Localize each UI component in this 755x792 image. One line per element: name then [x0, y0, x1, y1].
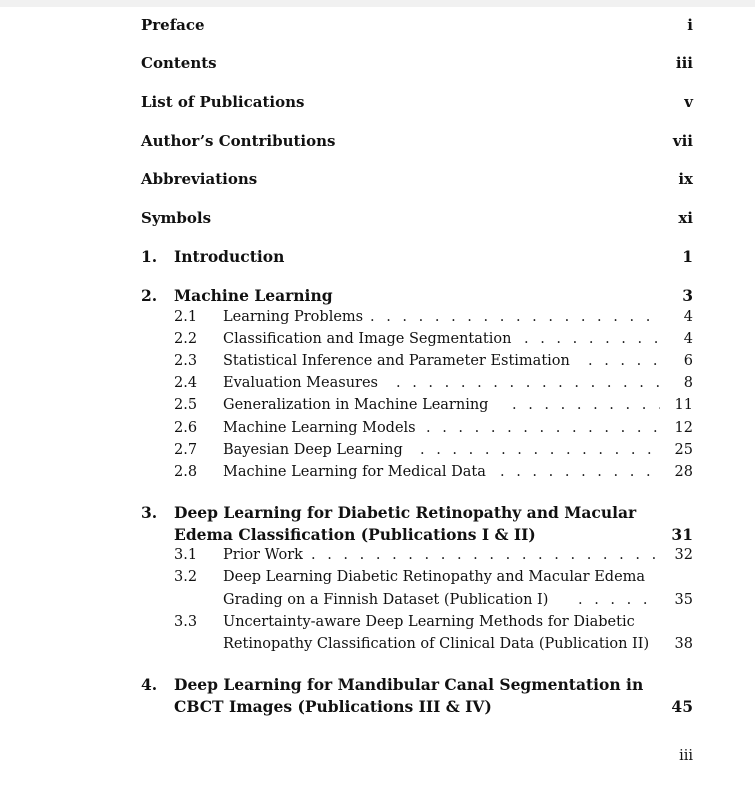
- section-number: 2.6: [174, 420, 198, 436]
- section-title[interactable]: Learning Problems: [223, 309, 364, 325]
- dot-leader: [396, 375, 660, 391]
- dot-leader: [512, 397, 660, 413]
- section-number: 2.1: [174, 309, 198, 325]
- toc-page-abbreviations: ix: [678, 170, 693, 188]
- toc-title-publications[interactable]: List of Publications: [141, 93, 305, 111]
- section-number: 2.5: [174, 397, 198, 413]
- section-page: 28: [674, 464, 693, 480]
- section-title[interactable]: Generalization in Machine Learning: [223, 397, 489, 413]
- toc-title-contributions[interactable]: Author’s Contributions: [141, 132, 336, 150]
- chapter-page: 1: [682, 247, 693, 266]
- section-number: 2.4: [174, 375, 198, 391]
- chapter-page: 31: [671, 525, 693, 544]
- section-page: 4: [683, 309, 693, 325]
- top-edge: [0, 0, 755, 7]
- chapter-title-line2[interactable]: Edema Classification (Publications I & II): [174, 525, 536, 544]
- section-number: 2.2: [174, 331, 198, 347]
- chapter-title-line2[interactable]: CBCT Images (Publications III & IV): [174, 697, 492, 716]
- section-title-line1[interactable]: Deep Learning Diabetic Retinopathy and Macular Edema: [223, 569, 646, 585]
- section-number: 2.7: [174, 442, 198, 458]
- chapter-title[interactable]: Introduction: [174, 247, 285, 266]
- chapter-number: 3.: [141, 503, 158, 522]
- section-page: 32: [674, 547, 693, 563]
- chapter-title-line1[interactable]: Deep Learning for Diabetic Retinopathy and Macular: [174, 503, 637, 522]
- dot-leader: [370, 309, 660, 325]
- toc-page-publications: v: [684, 93, 693, 111]
- dot-leader: [311, 547, 660, 563]
- section-number: 3.1: [174, 547, 198, 563]
- section-page: 12: [674, 420, 693, 436]
- chapter-page: 45: [671, 697, 693, 716]
- section-page: 8: [683, 375, 693, 391]
- section-page: 4: [683, 331, 693, 347]
- toc-title-abbreviations[interactable]: Abbreviations: [141, 170, 258, 188]
- section-page: 25: [674, 442, 693, 458]
- section-title[interactable]: Machine Learning Models: [223, 420, 416, 436]
- chapter-title[interactable]: Machine Learning: [174, 286, 333, 305]
- section-title[interactable]: Statistical Inference and Parameter Estimation: [223, 353, 570, 369]
- section-title[interactable]: Evaluation Measures: [223, 375, 378, 391]
- section-page: 35: [674, 592, 693, 608]
- section-title-line1[interactable]: Uncertainty-aware Deep Learning Methods for Diabetic: [223, 614, 635, 630]
- chapter-number: 4.: [141, 675, 158, 694]
- dot-leader: [426, 420, 660, 436]
- section-title-line2[interactable]: Grading on a Finnish Dataset (Publication I): [223, 592, 549, 608]
- toc-title-symbols[interactable]: Symbols: [141, 209, 212, 227]
- chapter-number: 2.: [141, 286, 158, 305]
- chapter-page: 3: [682, 286, 693, 305]
- section-number: 2.8: [174, 464, 198, 480]
- toc-title-contents[interactable]: Contents: [141, 54, 217, 72]
- section-page: 6: [683, 353, 693, 369]
- dot-leader: [588, 353, 660, 369]
- section-title[interactable]: Machine Learning for Medical Data: [223, 464, 486, 480]
- section-number: 3.3: [174, 614, 198, 630]
- toc-page-symbols: xi: [678, 209, 693, 227]
- dot-leader: [524, 331, 660, 347]
- chapter-title-line1[interactable]: Deep Learning for Mandibular Canal Segmentation in: [174, 675, 644, 694]
- toc-page-contributions: vii: [672, 132, 693, 150]
- dot-leader: [420, 442, 660, 458]
- toc-page-preface: i: [687, 16, 693, 34]
- dot-leader: [500, 464, 660, 480]
- chapter-number: 1.: [141, 247, 158, 266]
- section-title[interactable]: Bayesian Deep Learning: [223, 442, 403, 458]
- section-title[interactable]: Classification and Image Segmentation: [223, 331, 512, 347]
- section-page: 38: [674, 636, 693, 652]
- page-number: iii: [679, 748, 693, 764]
- section-title-line2[interactable]: Retinopathy Classification of Clinical Data (Publication II): [223, 636, 650, 652]
- toc-page-contents: iii: [675, 54, 693, 72]
- dot-leader: [578, 592, 660, 608]
- toc-title-preface[interactable]: Preface: [141, 16, 205, 34]
- section-number: 2.3: [174, 353, 198, 369]
- section-page: 11: [674, 397, 693, 413]
- section-number: 3.2: [174, 569, 198, 585]
- section-title[interactable]: Prior Work: [223, 547, 303, 563]
